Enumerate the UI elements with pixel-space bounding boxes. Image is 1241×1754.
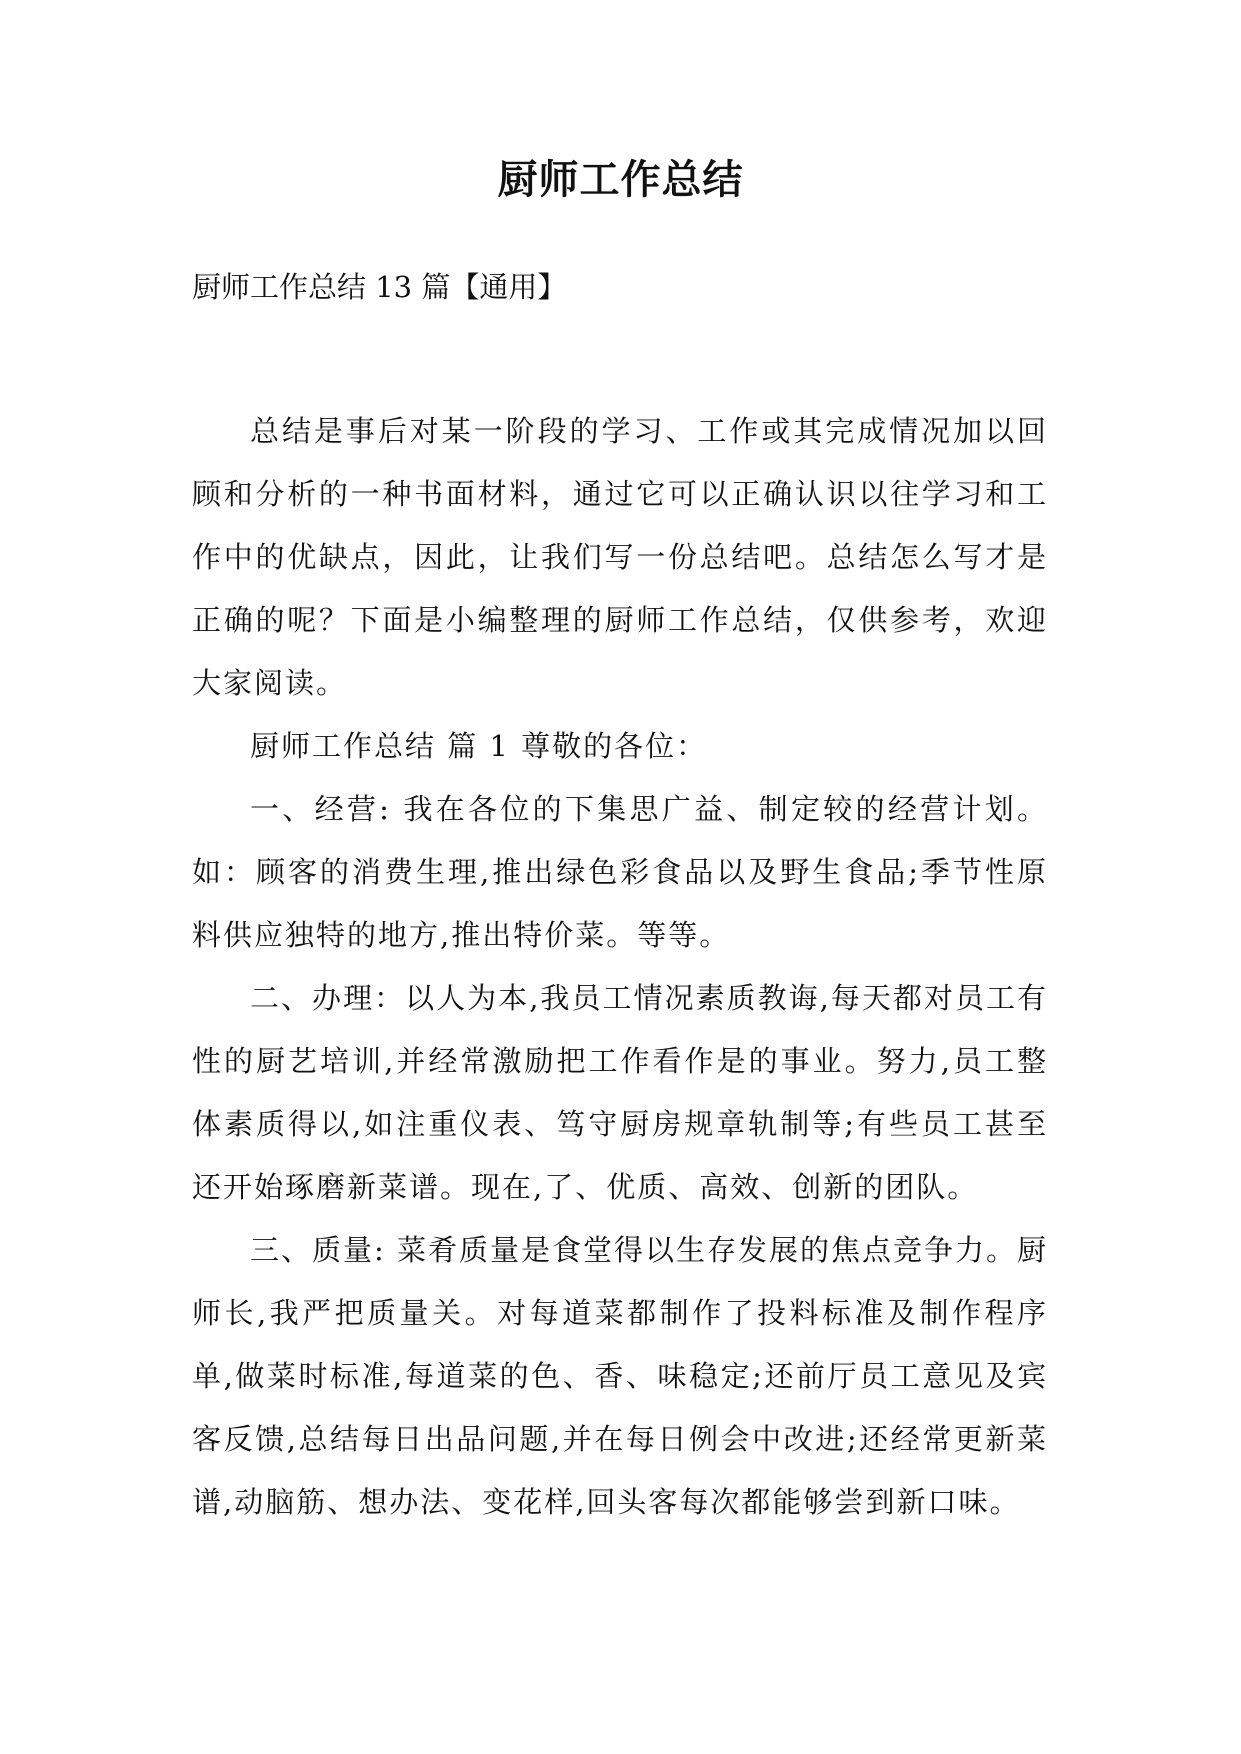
paragraph-quality: 三、质量: 菜肴质量是食堂得以生存发展的焦点竞争力。厨师长,我严把质量关。对每道菜都制作了投料标准及制作程序单,做菜时标准,每道菜的色、香、味稳定;还前厅员工意见及宾客反馈,总结每日出品问题,并在每日例会中改进;还经常更新菜谱,动脑筋、想办法、变花样,回头客每次都能够尝到新口味。 xyxy=(192,1233,1048,1519)
paragraph-section-heading: 厨师工作总结 篇 1 尊敬的各位： xyxy=(250,729,708,763)
paragraph-intro: 总结是事后对某一阶段的学习、工作或其完成情况加以回顾和分析的一种书面材料，通过它可以正确认识以往学习和工作中的优缺点，因此，让我们写一份总结吧。总结怎么写才是正确的呢？下面是小编整理的厨师工作总结，仅供参考，欢迎大家阅读。 xyxy=(192,414,1048,700)
document-title: 厨师工作总结 xyxy=(497,156,744,203)
paragraph-operation: 一、经营: 我在各位的下集思广益、制定较的经营计划。如：顾客的消费生理,推出绿色彩食品以及野生食品;季节性原料供应独特的地方,推出特价菜。等等。 xyxy=(192,792,1048,952)
paragraph-management: 二、办理：以人为本,我员工情况素质教诲,每天都对员工有性的厨艺培训,并经常激励把工作看作是的事业。努力,员工整体素质得以,如注重仪表、笃守厨房规章轨制等;有些员工甚至还开始琢磨新菜谱。现在,了、优质、高效、创新的团队。 xyxy=(192,981,1048,1204)
document-body xyxy=(192,400,1048,1534)
document-subtitle: 厨师工作总结 13 篇【通用】 xyxy=(192,270,567,304)
